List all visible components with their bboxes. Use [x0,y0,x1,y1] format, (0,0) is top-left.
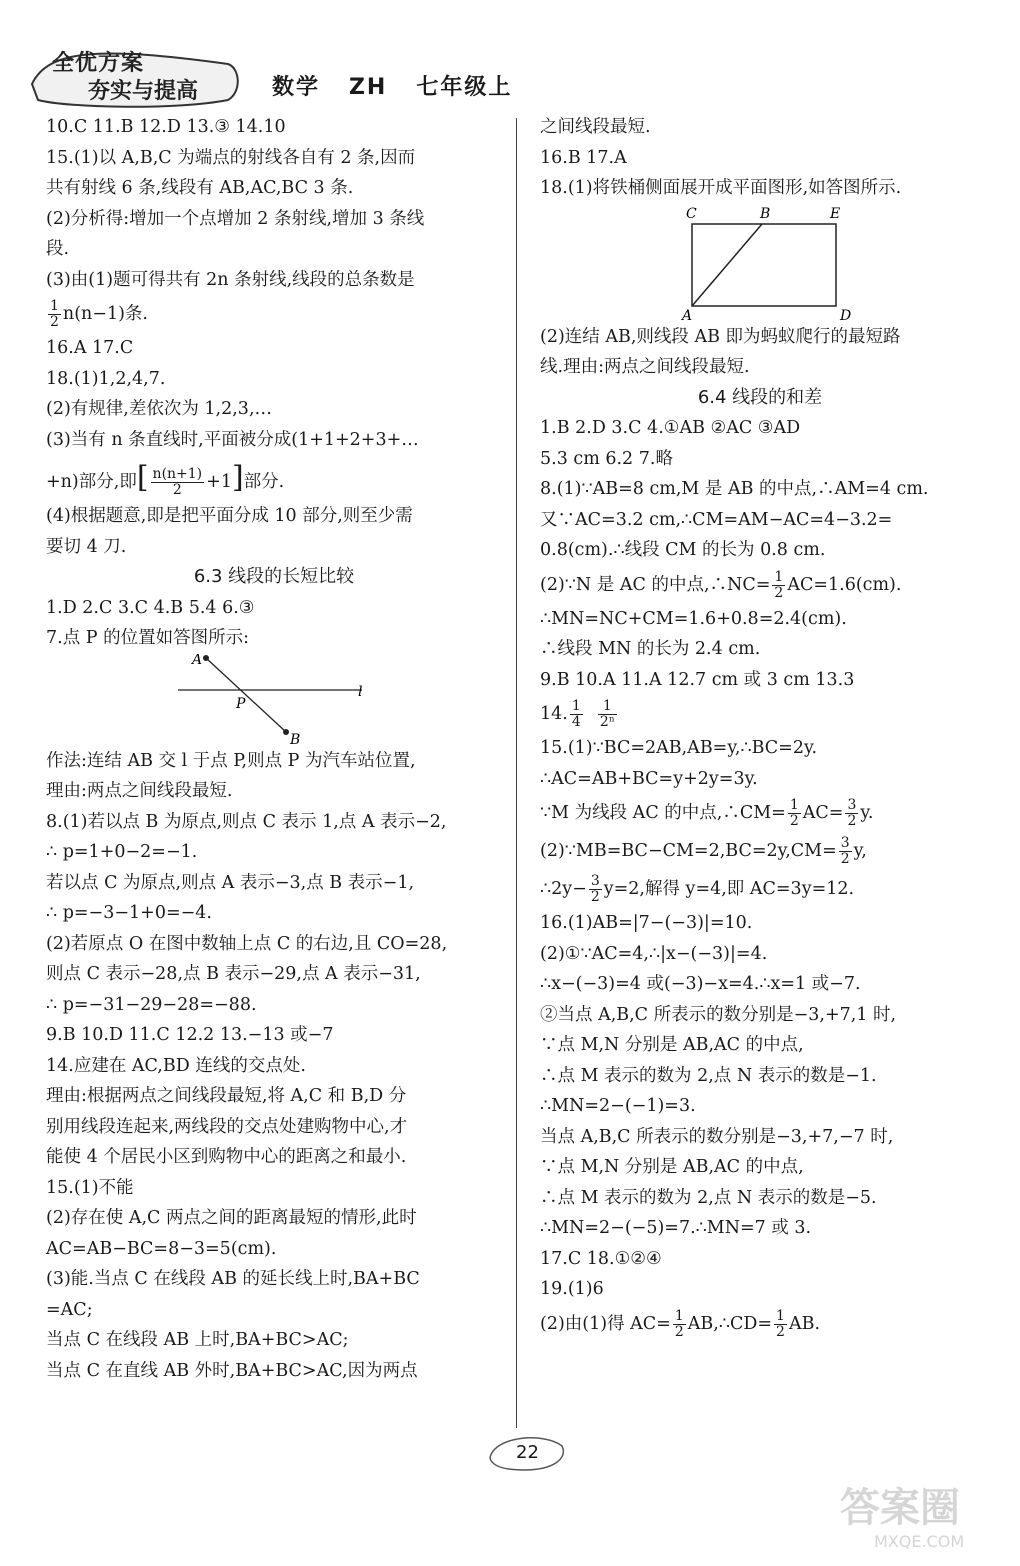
answer-line: ∴ p=1+0−2=−1. [46,842,198,862]
watermark-bottom: MXQE.COM [874,1532,965,1551]
answer-line: 7.点 P 的位置如答图所示: [46,628,249,648]
answer-line: ∴ p=−3−1+0=−4. [46,903,212,923]
fraction: $\frac{1}{2}$ [674,1307,684,1340]
answer-line: (2)若原点 O 在图中数轴上点 C 的右边,且 CO=28, [46,933,448,954]
answer-line: 14. $\frac{1}{4}$ $\frac{1}{\text{2ⁿ}}$ [540,698,615,730]
answer-line: 当点 A,B,C 所表示的数分别是−3,+7,−7 时, [540,1126,894,1147]
answer-line: ∵M 为线段 AC 的中点,∴CM= $\frac{1}{2}$ AC= $\frac{3}{2}$ y. [540,797,874,829]
answer-line: 线.理由:两点之间线段最短. [540,357,750,377]
answer-line: (2)有规律,差依次为 1,2,3,… [46,399,273,419]
answer-line: (2)分析得:增加一个点增加 2 条射线,增加 3 条线 [46,208,425,229]
answer-line: 当点 C 在线段 AB 上时,BA+BC>AC; [46,1330,349,1350]
answer-line: 5.3 cm 6.2 7.略 [540,448,673,469]
fraction: $\frac{3}{2}$ [840,835,850,867]
label-p: P [236,695,246,712]
fraction: $\frac{1}{2}$ [789,797,799,829]
answer-line: 17.C 18.①②④ [540,1248,662,1269]
watermark-top: 答案圈 [840,1485,960,1531]
answer-line: 19.(1)6 [540,1279,604,1299]
answer-line: ∵点 M,N 分别是 AB,AC 的中点, [540,1157,804,1177]
watermark [830,1470,1010,1560]
answer-line: (2)①∵AC=4,∴|x−(−3)|=4. [540,943,768,964]
page-header [28,40,528,120]
answer-line: ∴MN=2−(−5)=7.∴MN=7 或 3. [540,1218,812,1238]
answer-line: (2)∵MB=BC−CM=2,BC=2y,CM= $\frac{3}{2}$ y, [540,835,867,867]
fraction: $\frac{1}{2}$ [774,568,784,601]
answer-line: 10.C 11.B 12.D 13.③ 14.10 [46,117,286,137]
label-b: B [290,731,301,746]
answer-line: (2)∵N 是 AC 的中点,∴NC= $\frac{1}{2}$ AC=1.6(cm). [540,568,902,601]
answer-line: =AC; [46,1299,93,1320]
label-d: D [840,307,852,322]
figure-cylinder-net [540,204,980,322]
logo-line2: 夯实与提高 [88,79,199,104]
column-divider [516,118,517,1428]
logo-line1: 全优方案 [52,51,145,76]
answer-line: 段. [46,239,70,259]
answer-line: 共有射线 6 条,线段有 AB,AC,BC 3 条. [46,178,354,198]
fraction: $\frac{3}{2}$ [847,797,857,829]
answer-line: 16.B 17.A [540,147,627,168]
answer-line: 16.(1)AB=|7−(−3)|=10. [540,913,753,933]
label-a: A [192,653,203,668]
answer-line: ②当点 A,B,C 所表示的数分别是−3,+7,1 时, [540,1004,897,1025]
answer-line: 16.A 17.C [46,338,134,358]
answer-line: 理由:根据两点之间线段最短,将 A,C 和 B,D 分 [46,1086,407,1106]
fraction: $\frac{1}{4}$ [571,698,581,730]
answer-line: ∴ p=−31−29−28=−88. [46,994,257,1015]
answer-line: 则点 C 表示−28,点 B 表示−29,点 A 表示−31, [46,964,421,984]
brand-logo [28,44,248,108]
section-title: 6.4 线段的和差 [697,386,823,408]
answer-line: 14.应建在 AC,BD 连线的交点处. [46,1055,306,1076]
answer-line: 8.(1)若以点 B 为原点,则点 C 表示 1,点 A 表示−2, [46,811,447,832]
left-column [46,112,502,1386]
answer-line: 0.8(cm).∴线段 CM 的长为 0.8 cm. [540,540,826,560]
answer-line: ∴x−(−3)=4 或(−3)−x=4.∴x=1 或−7. [540,974,861,994]
answer-line: 别用线段连起来,两线段的交点处建购物中心,才 [46,1116,408,1137]
answer-line: 9.B 10.A 11.A 12.7 cm 或 3 cm 13.3 [540,669,855,690]
figure-point-p [46,654,502,746]
label-c: C [686,205,697,222]
answer-line: ∴MN=2−(−1)=3. [540,1096,696,1116]
fraction: $\frac{1}{2}$ [50,298,59,330]
answer-line: +n)部分,即[ $\frac{n(n+1)}{2}$ +1]部分. [46,460,285,498]
answer-line: (3)能.当点 C 在线段 AB 的延长线上时,BA+BC [46,1269,420,1289]
answer-line: $\frac{1}{2}$ n(n−1)条. [50,298,148,330]
answer-line: (4)根据题意,即是把平面分成 10 部分,则至少需 [46,506,413,526]
answer-line: 能使 4 个居民小区到购物中心的距离之和最小. [46,1147,407,1167]
answer-line: ∴点 M 表示的数为 2,点 N 表示的数是−5. [540,1187,877,1208]
answer-line: 15.(1)∵BC=2AB,AB=y,∴BC=2y. [540,738,818,758]
answer-line: (2)存在使 A,C 两点之间的距离最短的情形,此时 [46,1208,417,1228]
label-e: E [830,205,841,222]
answer-line: 又∵AC=3.2 cm,∴CM=AM−AC=4−3.2= [540,509,893,530]
answer-line: 15.(1)以 A,B,C 为端点的射线各自有 2 条,因而 [46,147,416,168]
page-number: 22 [484,1428,574,1474]
answer-line: 9.B 10.D 11.C 12.2 13.−13 或−7 [46,1025,334,1045]
answer-line: 1.B 2.D 3.C 4.①AB ②AC ③AD [540,418,801,438]
answer-line: 作法:连结 AB 交 l 于点 P,则点 P 为汽车站位置, [46,750,416,771]
answer-line: ∴2y− $\frac{3}{2}$ y=2,解得 y=4,即 AC=3y=12. [540,873,855,905]
answer-line: ∴点 M 表示的数为 2,点 N 表示的数是−1. [540,1065,877,1086]
answer-line: 要切 4 刀. [46,536,127,557]
answer-line: AC=AB−BC=8−3=5(cm). [46,1238,277,1259]
answer-line: 当点 C 在直线 AB 外时,BA+BC>AC,因为两点 [46,1360,418,1381]
answer-line: 1.D 2.C 3.C 4.B 5.4 6.③ [46,597,255,618]
label-l: l [358,683,363,700]
section-title: 6.3 线段的长短比较 [193,566,355,587]
label-b: B [760,205,771,222]
answer-line: 15.(1)不能 [46,1177,134,1198]
answer-line: (2)连结 AB,则线段 AB 即为蚂蚁爬行的最短路 [540,326,901,347]
answer-line: ∴AC=AB+BC=y+2y=3y. [540,768,758,789]
answer-line: ∴MN=NC+CM=1.6+0.8=2.4(cm). [540,608,847,629]
fraction: $\frac{1}{2}$ [776,1307,785,1340]
fraction: $\frac{3}{2}$ [590,873,600,905]
answer-line: (3)当有 n 条直线时,平面被分成(1+1+2+3+… [46,429,419,450]
answer-line: 理由:两点之间线段最短. [46,781,233,801]
answer-line: (2)由(1)得 AC= $\frac{1}{2}$ AB,∴CD= $\frac{1}{2}$ AB. [540,1307,821,1340]
label-a: A [682,307,693,322]
answer-line: ∵点 M,N 分别是 AB,AC 的中点, [540,1035,804,1055]
answer-line: 若以点 C 为原点,则点 A 表示−3,点 B 表示−1, [46,872,415,893]
header-subject: 数学 ZH 七年级上 [272,75,513,100]
answer-line: 18.(1)1,2,4,7. [46,368,166,389]
fraction: $\frac{n(n+1)}{2}$ [152,466,203,498]
answer-line: 8.(1)∵AB=8 cm,M 是 AB 的中点,∴AM=4 cm. [540,479,929,499]
answer-line: 之间线段最短. [540,117,651,137]
fraction: $\frac{1}{\text{2ⁿ}}$ [599,698,615,730]
answer-line: (3)由(1)题可得共有 2n 条射线,线段的总条数是 [46,269,415,290]
right-column [540,112,980,1343]
answer-line: ∴线段 MN 的长为 2.4 cm. [540,639,761,659]
answer-line: 18.(1)将铁桶侧面展开成平面图形,如答图所示. [540,178,902,198]
